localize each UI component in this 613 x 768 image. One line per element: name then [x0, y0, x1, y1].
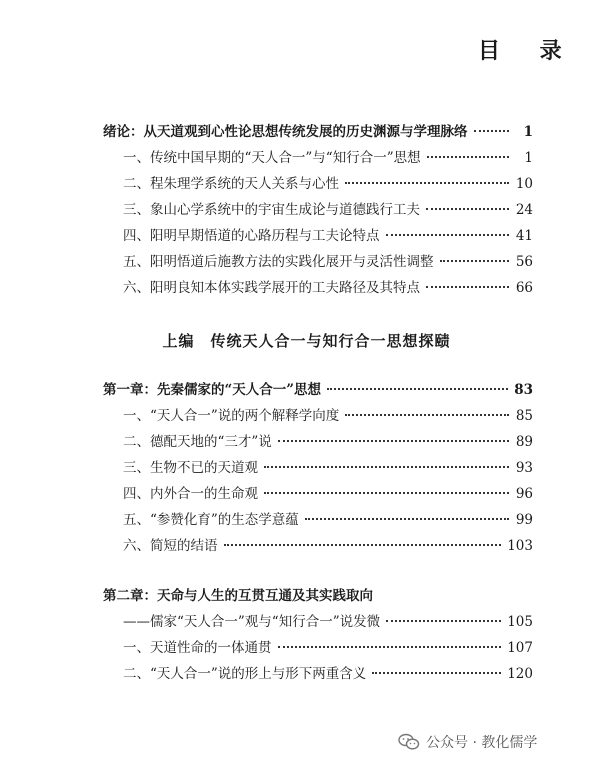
toc-entry[interactable] — [0, 276, 613, 302]
dot-leader — [278, 440, 509, 442]
page-title: 目 录 — [478, 38, 578, 64]
toc-entry-text: 五、“参赞化育”的生态学意蕴 — [123, 512, 299, 528]
toc-page-number: 10 — [515, 176, 533, 192]
toc-intro — [0, 120, 613, 302]
toc-entry-chapter[interactable] — [0, 584, 613, 610]
toc-entry[interactable] — [0, 146, 613, 172]
toc-entry-text: 二、“天人合一”说的形上与形下两重含义 — [123, 666, 367, 682]
toc-entry[interactable] — [0, 198, 613, 224]
toc-entry-intro[interactable] — [0, 120, 613, 146]
toc-page-number: 85 — [515, 408, 533, 424]
toc-entry-text: 四、内外合一的生命观 — [123, 486, 258, 502]
toc-entry-text: 一、传统中国早期的“天人合一”与“知行合一”思想 — [123, 150, 421, 166]
toc-entry-text: 六、阳明良知本体实践学展开的工夫路径及其特点 — [123, 280, 420, 296]
toc-page-number: 120 — [507, 666, 533, 682]
toc-entry-text: 一、天道性命的一体通贯 — [123, 640, 272, 656]
toc-entry-text: 三、象山心学系统中的宇宙生成论与道德践行工夫 — [123, 202, 420, 218]
dot-leader — [386, 234, 510, 236]
toc-page-number: 41 — [515, 228, 533, 244]
toc-page-number: 93 — [515, 460, 533, 476]
toc-entry[interactable] — [0, 430, 613, 456]
toc-entry-text: 绪论：从天道观到心性论思想传统发展的历史渊源与学理脉络 — [103, 124, 468, 140]
watermark-text: 公众号 · 教化儒学 — [426, 735, 538, 751]
toc-page-number: 99 — [515, 512, 533, 528]
dot-leader — [224, 544, 502, 546]
toc-page-number: 89 — [515, 434, 533, 450]
toc-entry[interactable] — [0, 172, 613, 198]
wechat-icon — [398, 733, 420, 751]
watermark — [398, 732, 537, 752]
toc-chapter-1 — [0, 378, 613, 560]
dot-leader — [426, 208, 509, 210]
toc-entry[interactable] — [0, 662, 613, 688]
dot-leader — [305, 518, 509, 520]
toc-entry[interactable] — [0, 404, 613, 430]
toc-entry-text: 三、生物不已的天道观 — [123, 460, 258, 476]
toc-page-number: 24 — [515, 202, 533, 218]
toc-entry[interactable] — [0, 456, 613, 482]
dot-leader — [278, 646, 502, 648]
toc-page-number: 66 — [515, 280, 533, 296]
toc-page-number: 83 — [514, 382, 533, 398]
dot-leader — [386, 620, 501, 622]
toc-entry-text: ——儒家“天人合一”观与“知行合一”说发微 — [123, 614, 381, 630]
toc-entry-text: 四、阳明早期悟道的心路历程与工夫论特点 — [123, 228, 380, 244]
toc-entry-text: 五、阳明悟道后施教方法的实践化展开与灵活性调整 — [123, 254, 434, 270]
dot-leader — [372, 672, 501, 674]
toc-page-number: 107 — [507, 640, 533, 656]
toc-page-number: 105 — [507, 614, 533, 630]
toc-entry[interactable] — [0, 250, 613, 276]
toc-entry[interactable] — [0, 508, 613, 534]
toc-page-number: 96 — [515, 486, 533, 502]
dot-leader — [474, 130, 510, 132]
toc-chapter-2 — [0, 584, 613, 688]
toc-entry[interactable] — [0, 224, 613, 250]
toc-entry-text: 六、简短的结语 — [123, 538, 218, 554]
dot-leader — [264, 466, 509, 468]
dot-leader — [264, 492, 509, 494]
toc-entry[interactable] — [0, 534, 613, 560]
toc-entry-text: 二、程朱理学系统的天人关系与心性 — [123, 176, 339, 192]
dot-leader — [327, 388, 508, 390]
dot-leader — [427, 156, 509, 158]
toc-entry-text: 第二章：天命与人生的互贯互通及其实践取向 — [103, 588, 373, 604]
toc-page-number: 56 — [515, 254, 533, 270]
toc-entry[interactable] — [0, 636, 613, 662]
toc-entry-text: 第一章：先秦儒家的“天人合一”思想 — [103, 382, 322, 398]
toc-entry-chapter[interactable] — [0, 378, 613, 404]
toc-page-number: 103 — [507, 538, 533, 554]
dot-leader — [426, 286, 509, 288]
dot-leader — [345, 182, 509, 184]
toc-page-number: 1 — [523, 124, 533, 140]
toc-entry-text: 一、“天人合一”说的两个解释学向度 — [123, 408, 340, 424]
dot-leader — [440, 260, 510, 262]
toc-entry-subtitle[interactable] — [0, 610, 613, 636]
part-title: 上编 传统天人合一与知行合一思想探赜 — [162, 332, 451, 350]
toc-entry[interactable] — [0, 482, 613, 508]
toc-entry-text: 二、德配天地的“三才”说 — [123, 434, 272, 450]
dot-leader — [345, 414, 509, 416]
toc-page-number: 1 — [524, 150, 533, 166]
